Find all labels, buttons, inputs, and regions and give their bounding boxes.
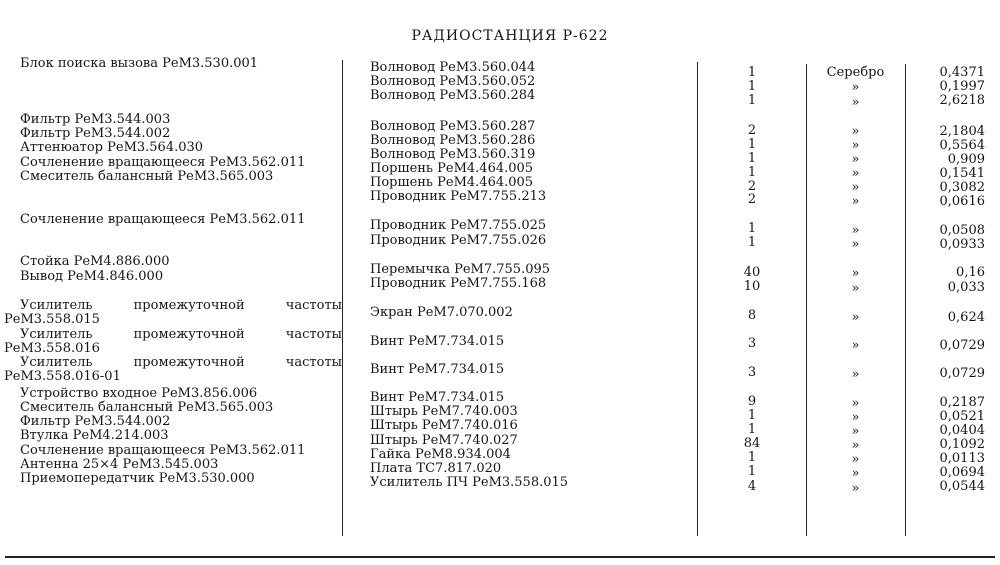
assembly-name-part: частоты	[285, 298, 342, 313]
assembly-name: Фильтр РеМ3.544.002	[20, 414, 171, 429]
part-qty: 1	[747, 165, 757, 180]
part-metal: »	[851, 410, 860, 425]
part-name: Волновод РеМ3.560.044	[370, 60, 536, 75]
part-qty: 1	[747, 151, 757, 166]
part-metal: »	[851, 452, 860, 467]
part-name: Гайка РеМ8.934.004	[370, 447, 511, 462]
part-weight: 0,1541	[939, 166, 985, 181]
part-qty: 8	[747, 308, 757, 323]
assembly-name-part: Усилитель	[20, 327, 93, 342]
part-metal: »	[851, 281, 860, 296]
part-metal: »	[851, 367, 860, 382]
part-qty: 1	[747, 464, 757, 479]
column-divider	[342, 60, 343, 536]
part-qty: 3	[747, 365, 757, 380]
part-name: Поршень РеМ4.464.005	[370, 175, 534, 190]
part-name: Штырь РеМ7.740.016	[370, 418, 518, 433]
part-metal: »	[851, 124, 860, 139]
assembly-name-split	[20, 356, 342, 370]
part-weight: 0,2187	[939, 395, 985, 410]
part-name: Волновод РеМ3.560.284	[370, 88, 536, 103]
part-metal: »	[851, 424, 860, 439]
part-metal: »	[851, 152, 860, 167]
part-qty: 1	[747, 93, 757, 108]
column-divider	[806, 64, 807, 536]
assembly-name: Аттенюатор РеМ3.564.030	[20, 140, 204, 155]
assembly-code: РеМ3.558.015	[4, 312, 100, 327]
assembly-name: Смеситель балансный РеМ3.565.003	[20, 169, 274, 184]
part-name: Проводник РеМ7.755.026	[370, 233, 547, 248]
part-name: Винт РеМ7.734.015	[370, 390, 505, 405]
part-weight: 0,0694	[939, 465, 985, 480]
part-qty: 1	[747, 450, 757, 465]
part-qty: 2	[747, 179, 757, 194]
part-qty: 1	[747, 235, 757, 250]
bottom-rule	[5, 556, 995, 558]
part-weight: 0,0729	[939, 338, 985, 353]
part-weight: 0,909	[947, 152, 985, 167]
part-name: Проводник РеМ7.755.168	[370, 276, 547, 291]
part-name: Волновод РеМ3.560.286	[370, 133, 536, 148]
part-name: Винт РеМ7.734.015	[370, 334, 505, 349]
assembly-name-part: промежуточной	[133, 355, 245, 370]
assembly-name-part: промежуточной	[133, 327, 245, 342]
part-name: Штырь РеМ7.740.003	[370, 404, 518, 419]
assembly-name-part: Усилитель	[20, 355, 93, 370]
part-weight: 0,16	[956, 265, 985, 280]
part-weight: 0,4371	[939, 65, 985, 80]
part-name: Поршень РеМ4.464.005	[370, 161, 534, 176]
part-metal: »	[851, 194, 860, 209]
part-qty: 4	[747, 479, 757, 494]
part-name: Экран РеМ7.070.002	[370, 305, 513, 320]
part-qty: 3	[747, 336, 757, 351]
page-title: РАДИОСТАНЦИЯ Р-622	[411, 28, 609, 44]
part-qty: 1	[747, 422, 757, 437]
assembly-name: Стойка РеМ4.886.000	[20, 254, 170, 269]
assembly-name-part: промежуточной	[133, 298, 245, 313]
part-qty: 84	[743, 436, 761, 451]
assembly-name: Блок поиска вызова РеМ3.530.001	[20, 56, 259, 71]
assembly-name: Смеситель балансный РеМ3.565.003	[20, 400, 274, 415]
part-weight: 0,0729	[939, 366, 985, 381]
part-weight: 2,1804	[939, 124, 985, 139]
assembly-name: Вывод РеМ4.846.000	[20, 269, 164, 284]
part-weight: 0,0521	[939, 409, 985, 424]
part-metal: Серебро	[826, 65, 885, 80]
part-qty: 9	[747, 394, 757, 409]
part-name: Усилитель ПЧ РеМ3.558.015	[370, 475, 569, 490]
part-qty: 2	[747, 192, 757, 207]
assembly-name: Устройство входное РеМ3.856.006	[20, 386, 258, 401]
part-weight: 2,6218	[939, 93, 985, 108]
column-divider	[697, 62, 698, 536]
part-qty: 1	[747, 137, 757, 152]
part-metal: »	[851, 396, 860, 411]
part-weight: 0,0616	[939, 194, 985, 209]
part-weight: 0,1997	[939, 79, 985, 94]
assembly-name-part: частоты	[285, 327, 342, 342]
part-weight: 0,0404	[939, 423, 985, 438]
part-metal: »	[851, 166, 860, 181]
assembly-name: Втулка РеМ4.214.003	[20, 428, 169, 443]
assembly-name-part: частоты	[285, 355, 342, 370]
part-weight: 0,624	[947, 310, 985, 325]
assembly-name: Фильтр РеМ3.544.003	[20, 112, 171, 127]
part-name: Винт РеМ7.734.015	[370, 362, 505, 377]
part-qty: 1	[747, 221, 757, 236]
part-weight: 0,1092	[939, 437, 985, 452]
part-weight: 0,3082	[939, 180, 985, 195]
part-metal: »	[851, 223, 860, 238]
part-metal: »	[851, 466, 860, 481]
part-weight: 0,0113	[939, 451, 985, 466]
assembly-name: Фильтр РеМ3.544.002	[20, 126, 171, 141]
part-name: Штырь РеМ7.740.027	[370, 433, 518, 448]
part-name: Перемычка РеМ7.755.095	[370, 262, 551, 277]
part-metal: »	[851, 138, 860, 153]
part-qty: 10	[743, 279, 761, 294]
assembly-name: Сочленение вращающееся РеМ3.562.011	[20, 155, 306, 170]
part-metal: »	[851, 237, 860, 252]
part-name: Волновод РеМ3.560.319	[370, 147, 536, 162]
part-name: Волновод РеМ3.560.052	[370, 74, 536, 89]
assembly-name-split	[20, 299, 342, 313]
part-name: Волновод РеМ3.560.287	[370, 119, 536, 134]
part-qty: 1	[747, 408, 757, 423]
part-qty: 40	[743, 265, 761, 280]
part-qty: 1	[747, 65, 757, 80]
part-weight: 0,0544	[939, 479, 985, 494]
assembly-code: РеМ3.558.016-01	[4, 369, 121, 384]
assembly-code: РеМ3.558.016	[4, 341, 100, 356]
part-metal: »	[851, 80, 860, 95]
part-qty: 2	[747, 123, 757, 138]
part-name: Проводник РеМ7.755.213	[370, 189, 547, 204]
assembly-name: Сочленение вращающееся РеМ3.562.011	[20, 212, 306, 227]
part-qty: 1	[747, 79, 757, 94]
assembly-name-split	[20, 328, 342, 342]
part-name: Плата ТС7.817.020	[370, 461, 502, 476]
assembly-name: Приемопередатчик РеМ3.530.000	[20, 471, 255, 486]
part-metal: »	[851, 438, 860, 453]
assembly-name: Антенна 25×4 РеМ3.545.003	[20, 457, 219, 472]
part-metal: »	[851, 95, 860, 110]
part-weight: 0,0508	[939, 223, 985, 238]
part-metal: »	[851, 481, 860, 496]
part-metal: »	[851, 310, 860, 325]
part-metal: »	[851, 338, 860, 353]
part-metal: »	[851, 180, 860, 195]
part-weight: 0,033	[947, 280, 985, 295]
part-weight: 0,0933	[939, 237, 985, 252]
part-metal: »	[851, 266, 860, 281]
assembly-name-part: Усилитель	[20, 298, 93, 313]
part-weight: 0,5564	[939, 138, 985, 153]
part-name: Проводник РеМ7.755.025	[370, 218, 547, 233]
assembly-name: Сочленение вращающееся РеМ3.562.011	[20, 443, 306, 458]
